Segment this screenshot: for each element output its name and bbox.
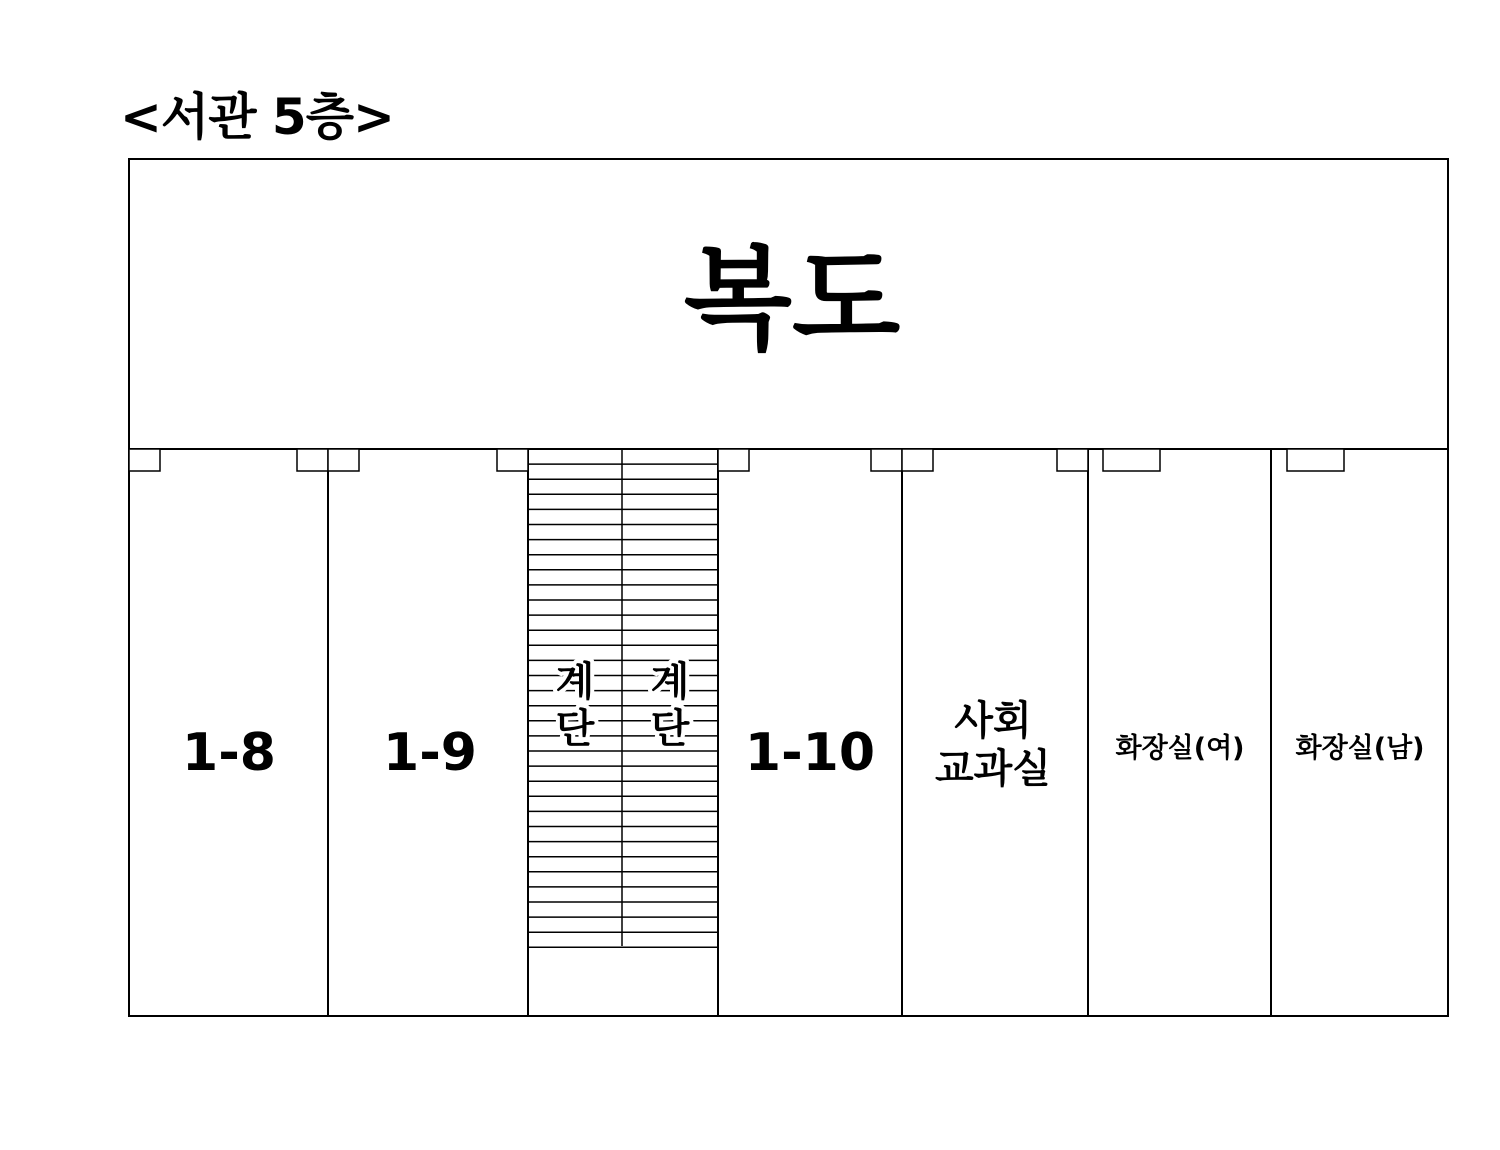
floor-title: <서관 5층> — [120, 88, 394, 146]
door-1-10-left — [718, 449, 749, 471]
door-1-8-right — [297, 449, 328, 471]
social-studies-label-line1: 사회 — [954, 698, 1032, 744]
room-1-10-label: 1-10 — [744, 723, 876, 783]
stairs-right-label-line1: 계 — [650, 659, 690, 705]
social-studies-label-line2: 교과실 — [935, 746, 1051, 792]
restroom-men-label: 화장실(남) — [1295, 733, 1425, 764]
door-social-left — [902, 449, 933, 471]
stairs-left-label-line1: 계 — [555, 659, 595, 705]
door-restroom-women — [1103, 449, 1160, 471]
doors — [129, 449, 1344, 471]
door-1-8-left — [129, 449, 160, 471]
door-1-9-left — [328, 449, 359, 471]
restroom-women-label: 화장실(여) — [1115, 733, 1245, 764]
corridor-label: 복도 — [683, 235, 901, 365]
door-1-10-right — [871, 449, 902, 471]
stairs-right-label-line2: 단 — [650, 706, 690, 752]
door-restroom-men — [1287, 449, 1344, 471]
room-1-9-label: 1-9 — [383, 723, 477, 783]
room-1-8-label: 1-8 — [182, 723, 276, 783]
door-1-9-right — [497, 449, 528, 471]
stairs-left-label-line2: 단 — [555, 706, 595, 752]
door-social-right — [1057, 449, 1088, 471]
